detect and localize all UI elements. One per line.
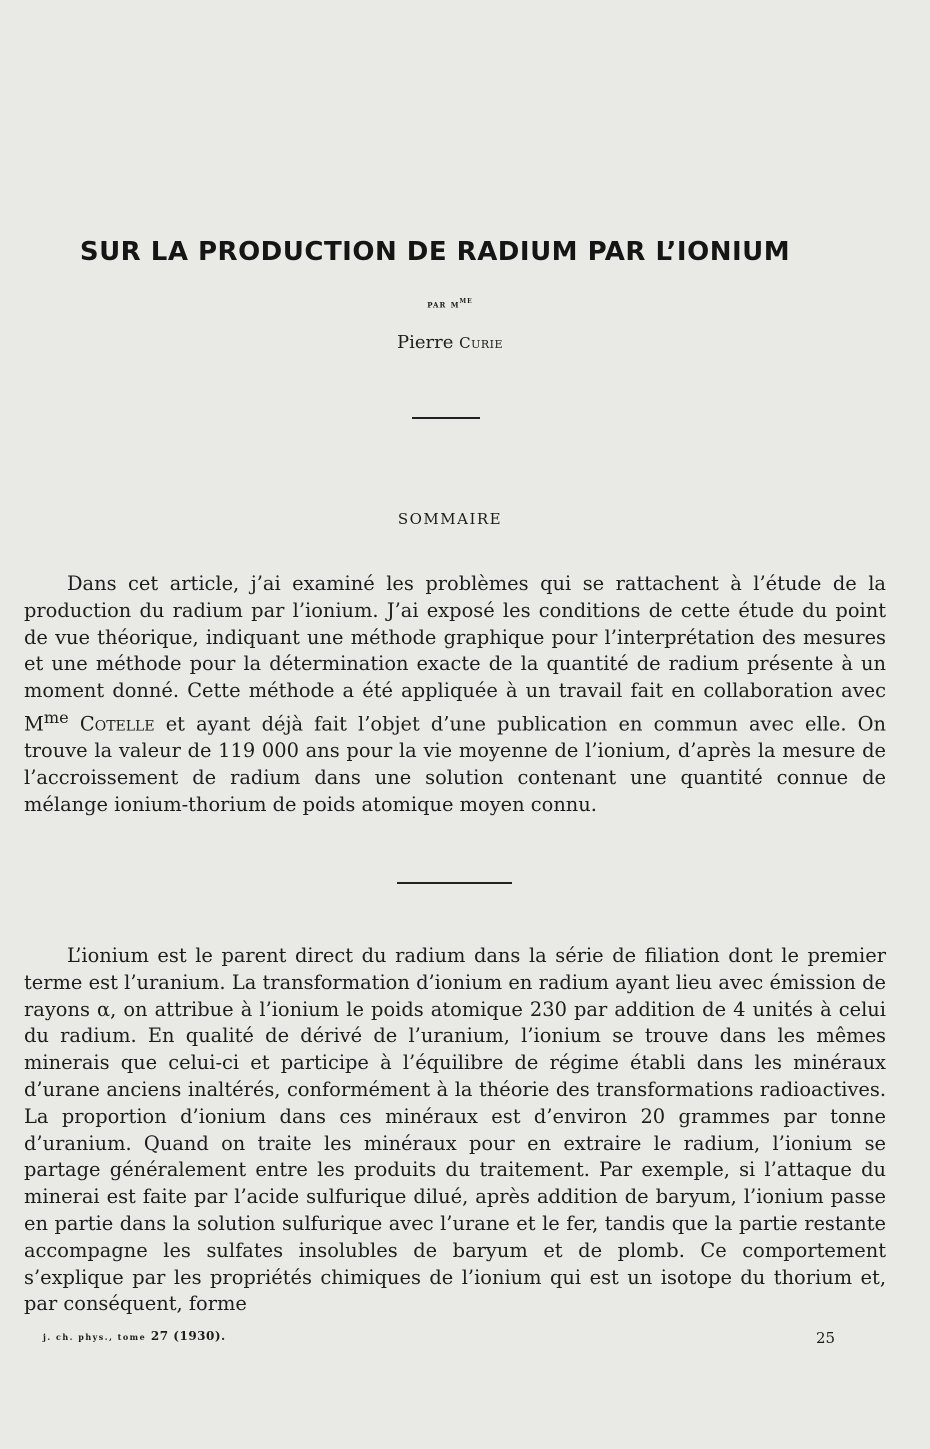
journal-volume: 27 (1930).: [146, 1329, 226, 1343]
summary-heading: SOMMAIRE: [397, 510, 503, 528]
author-name: [0, 332, 900, 353]
summary-text-part-1: Dans cet article, j’ai examiné les problèmes qui se rattachent à l’étude de la production du radium par l’ionium. J’ai exposé les conditions de cette étude du point de vue théorique, indiquant une méthode graphique pour l’interprétation des mesures et une méthode pour la détermination exacte de la quantité de radium présente à un moment donné. Cette méthode a été appliquée à un travail fait en collaboration avec M: [24, 572, 886, 736]
body-paragraph: L’ionium est le parent direct du radium dans la série de filiation dont le premier terme est l’uranium. La transformation d’ionium en radium ayant lieu avec émission de rayons α, on attribue à l’ionium le poids atomique 230 par addition de 4 unités à celui du radium. En qualité de dérivé de l’uranium, l’ionium se trouve dans les mêmes minerais que celui-ci et participe à l’équilibre de régime établi dans les minéraux d’urane anciens inaltérés, conformément à la théorie des transformations radioactives. La proportion d’ionium dans ces minéraux est d’environ 20 grammes par tonne d’uranium. Quand on traite les minéraux pour en extraire le radium, l’ionium se partage généralement entre les produits du traitement. Par exemple, si l’attaque du minerai est faite par l’acide sulfurique dilué, après addition de baryum, l’ionium passe en partie dans la solution sulfurique avec l’urane et le fer, tandis que la partie restante accompagne les sulfates insolubles de baryum et de plomb. Ce comportement s’explique par les propriétés chimiques de l’ionium qui est un isotope du thorium et, par conséquent, forme: [24, 944, 886, 1316]
summary-superscript: me: [43, 707, 69, 727]
page-footer: [0, 1329, 930, 1351]
author-prefix-text: par m: [427, 299, 460, 311]
author-prefix: [0, 296, 900, 310]
author-first-name: Pierre: [396, 332, 460, 353]
divider-rule: [412, 417, 480, 419]
journal-abbreviation: j. ch. phys., tome: [43, 1332, 147, 1342]
summary-collaborator-name: Cotelle: [68, 712, 155, 736]
summary-paragraph: [24, 571, 886, 819]
author-last-name: Curie: [459, 334, 503, 352]
journal-reference: [43, 1329, 226, 1343]
summary-text-part-2: et ayant déjà fait l’objet d’une publication en commun avec elle. On trouve la valeur de 119 000 ans pour la vie moyenne de l’ionium, d’après la mesure de l’accroissement de radium dans une solution contenant une quantité connue de mélange ionium-thorium de poids atomique moyen connu.: [24, 712, 886, 816]
divider-rule: [397, 882, 512, 884]
article-title: SUR LA PRODUCTION DE RADIUM PAR L’IONIUM: [79, 237, 791, 267]
author-prefix-superscript: me: [459, 296, 473, 306]
page-number: 25: [816, 1329, 836, 1347]
